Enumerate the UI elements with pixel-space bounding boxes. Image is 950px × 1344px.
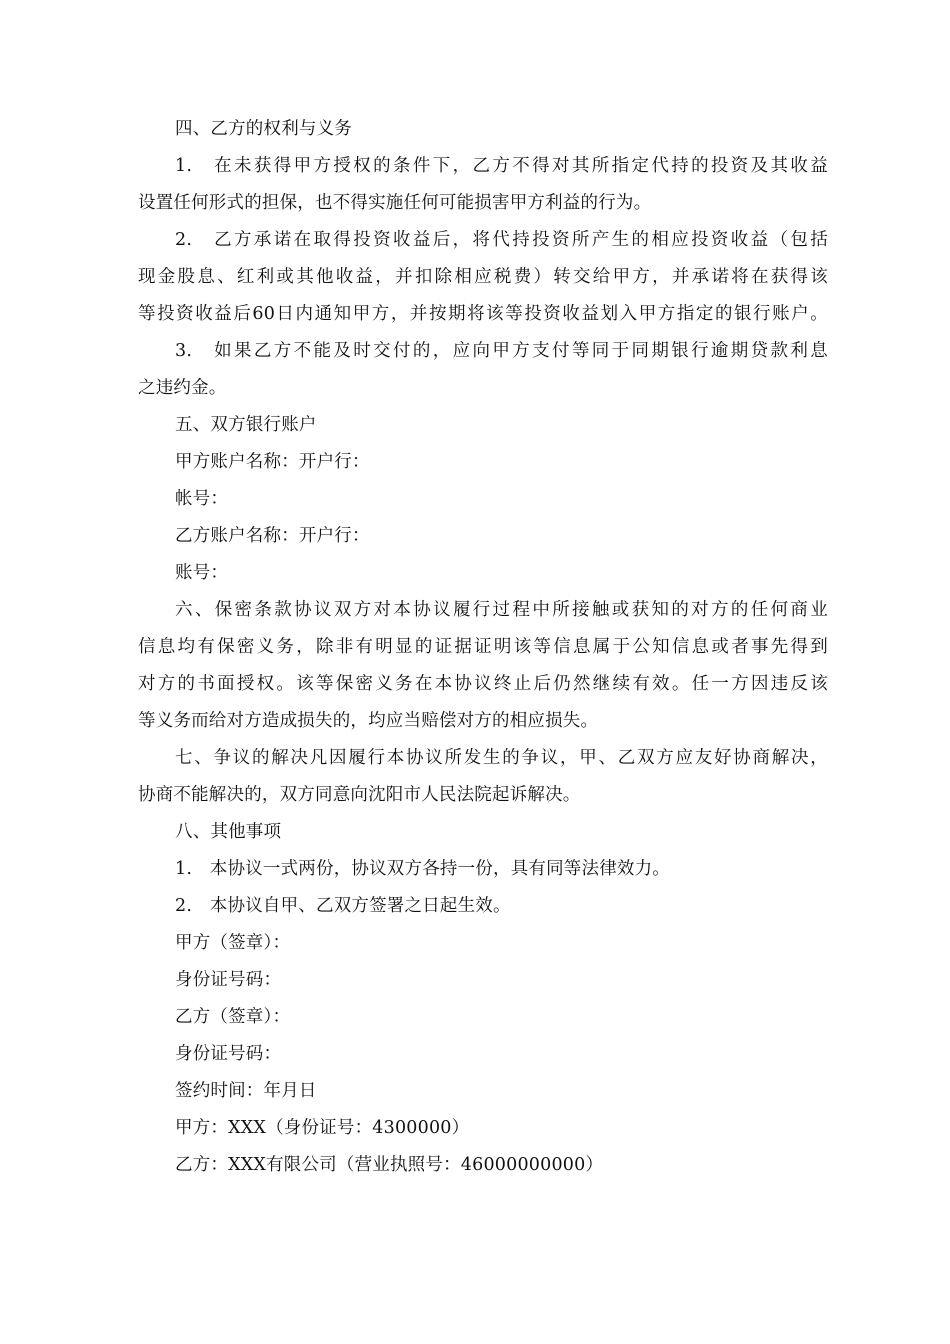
paragraph-line: 现金股息、红利或其他收益，并扣除相应税费）转交给甲方，并承诺将在获得该	[138, 267, 828, 287]
section-heading-8: 八、其他事项	[175, 822, 282, 842]
section-heading-7: 七、争议的解决凡因履行本协议所发生的争议，甲、乙双方应友好协商解决，	[175, 748, 828, 768]
party-a-info: 甲方：XXX（身份证号：4300000）	[175, 1118, 470, 1138]
paragraph-line: 1. 本协议一式两份，协议双方各持一份，具有同等法律效力。	[175, 859, 670, 879]
party-b-info: 乙方：XXX有限公司（营业执照号：46000000000）	[175, 1155, 604, 1175]
party-a-id-number: 身份证号码：	[175, 970, 282, 990]
paragraph-line: 等义务而给对方造成损失的，均应当赔偿对方的相应损失。	[138, 711, 599, 731]
document-body	[138, 111, 828, 1184]
paragraph-line: 2. 乙方承诺在取得投资收益后，将代持投资所产生的相应投资收益（包括	[175, 230, 828, 250]
party-b-account-number: 账号：	[175, 563, 229, 583]
party-a-signature: 甲方（签章）：	[175, 933, 291, 953]
paragraph-line: 2. 本协议自甲、乙双方签署之日起生效。	[175, 896, 511, 916]
paragraph-line: 设置任何形式的担保，也不得实施任何可能损害甲方利益的行为。	[138, 193, 652, 213]
paragraph-line: 1. 在未获得甲方授权的条件下，乙方不得对其所指定代持的投资及其收益	[175, 156, 828, 176]
party-b-signature: 乙方（签章）：	[175, 1007, 291, 1027]
paragraph-line: 之违约金。	[138, 378, 227, 398]
paragraph-line: 协商不能解决的，双方同意向沈阳市人民法院起诉解决。	[138, 785, 581, 805]
party-b-account-name: 乙方账户名称：开户行：	[175, 526, 370, 546]
section-heading-5: 五、双方银行账户	[175, 415, 317, 435]
section-heading-6: 六、保密条款协议双方对本协议履行过程中所接触或获知的对方的任何商业	[175, 600, 828, 620]
paragraph-line: 对方的书面授权。该等保密义务在本协议终止后仍然继续有效。任一方因违反该	[138, 674, 828, 694]
party-a-account-number: 帐号：	[175, 489, 229, 509]
party-a-account-name: 甲方账户名称：开户行：	[175, 452, 370, 472]
party-b-id-number: 身份证号码：	[175, 1044, 282, 1064]
paragraph-line: 等投资收益后60日内通知甲方，并按期将该等投资收益划入甲方指定的银行账户。	[138, 304, 828, 324]
paragraph-line: 3. 如果乙方不能及时交付的，应向甲方支付等同于同期银行逾期贷款利息	[175, 341, 828, 361]
paragraph-line: 信息均有保密义务，除非有明显的证据证明该等信息属于公知信息或者事先得到	[138, 637, 828, 657]
signing-date: 签约时间：年月日	[175, 1081, 317, 1101]
section-heading-4: 四、乙方的权利与义务	[175, 119, 352, 139]
